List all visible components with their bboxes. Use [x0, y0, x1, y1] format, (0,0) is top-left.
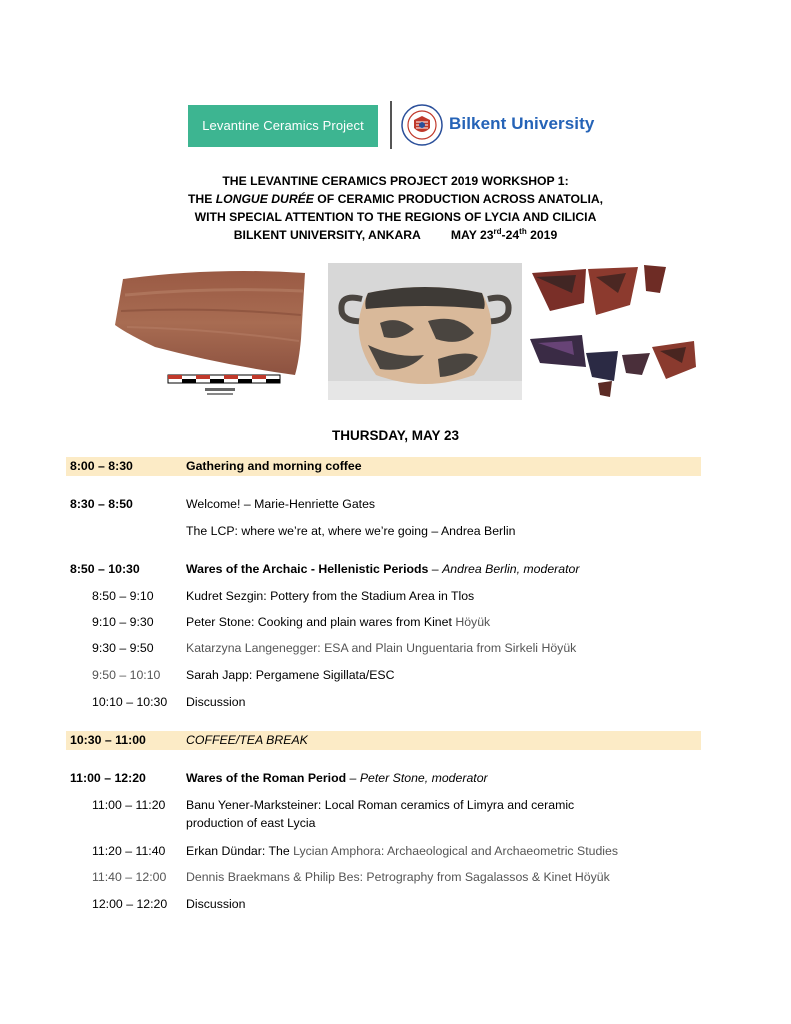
day-heading: THURSDAY, MAY 23 [331, 428, 460, 443]
event-text: Discussion [186, 897, 246, 911]
schedule-row-talk [66, 639, 701, 658]
time: 9:50 – 10:10 [92, 668, 161, 682]
event-text-line-1: Banu Yener-Marksteiner: Local Roman ceramics of Limyra and ceramic [186, 798, 575, 812]
time: 11:20 – 11:40 [92, 844, 166, 858]
title-date-sup-a: rd [493, 226, 502, 236]
event-text: Welcome! – Marie-Henriette Gates [186, 497, 376, 511]
event-text: Katarzyna Langenegger: ESA and Plain Unguentaria from Sirkeli Höyük [186, 641, 577, 655]
moderator: Peter Stone, moderator [359, 771, 488, 785]
time: 8:00 – 8:30 [70, 459, 133, 473]
time: 8:50 – 9:10 [92, 589, 154, 603]
event-text [186, 613, 490, 632]
event-text: Gathering and morning coffee [186, 459, 362, 473]
schedule-row-session-1 [66, 560, 701, 579]
time: 11:00 – 12:20 [70, 771, 146, 785]
event-text: Discussion [186, 695, 246, 709]
logo-divider [390, 101, 392, 149]
schedule-row-talk [66, 613, 701, 632]
title-line-2-italic: LONGUE DURÉE [215, 192, 314, 206]
time: 11:00 – 11:20 [92, 798, 166, 812]
event-text: The LCP: where we’re at, where we’re going – Andrea Berlin [186, 524, 516, 538]
time: 12:00 – 12:20 [92, 897, 168, 911]
time: 10:30 – 11:00 [70, 733, 146, 747]
schedule-row-gathering [66, 457, 701, 476]
session-title-text: Wares of the Archaic - Hellenistic Periods [186, 562, 429, 576]
title-line-4 [0, 226, 791, 244]
schedule-row-discussion [66, 693, 701, 712]
time: 8:50 – 10:30 [70, 562, 140, 576]
schedule-row-lcp-talk [66, 522, 701, 541]
schedule-row-talk [66, 666, 701, 685]
schedule-row-talk [66, 868, 701, 887]
title-date-c: 2019 [526, 228, 558, 242]
title-date-sup-b: th [519, 226, 527, 236]
schedule-row-welcome [66, 495, 701, 514]
separator: – [428, 562, 443, 576]
schedule-row-discussion [66, 895, 701, 914]
scale-bar-icon [168, 375, 280, 383]
event-text-grey: Höyük [455, 615, 491, 629]
moderator: Andrea Berlin, moderator [442, 562, 580, 576]
schedule-row-talk [66, 842, 701, 861]
title-date-a: MAY 23 [450, 228, 494, 242]
session-title [186, 769, 488, 788]
time: 10:10 – 10:30 [92, 695, 168, 709]
event-text-main: Peter Stone: Cooking and plain wares from Kinet [186, 615, 456, 629]
time: 9:30 – 9:50 [92, 641, 154, 655]
event-text-main: Erkan Dündar: The [186, 844, 294, 858]
time: 11:40 – 12:00 [92, 870, 167, 884]
event-text: COFFEE/TEA BREAK [186, 733, 308, 747]
title-line-2-pre: THE [187, 192, 216, 206]
event-text: Kudret Sezgin: Pottery from the Stadium Area in Tlos [186, 589, 475, 603]
title-line-2 [0, 190, 791, 208]
event-text: Sarah Japp: Pergamene Sigillata/ESC [186, 668, 395, 682]
separator: – [346, 771, 360, 785]
event-text-grey: Lycian Amphora: Archaeological and Archaeometric Studies [293, 844, 619, 858]
event-text-line-2: production of east Lycia [186, 816, 316, 830]
title-line-3: WITH SPECIAL ATTENTION TO THE REGIONS OF LYCIA AND CILICIA [194, 210, 597, 224]
event-text [186, 842, 618, 861]
session-title [186, 560, 579, 579]
event-text [186, 796, 686, 832]
time: 8:30 – 8:50 [70, 497, 133, 511]
schedule-row-talk [66, 587, 701, 606]
workshop-title [0, 172, 791, 244]
title-line-2-post: OF CERAMIC PRODUCTION ACROSS ANATOLIA, [313, 192, 604, 206]
title-line-1: THE LEVANTINE CERAMICS PROJECT 2019 WORKSHOP 1: [222, 174, 569, 188]
bilkent-seal-icon [401, 104, 443, 146]
title-place: BILKENT UNIVERSITY, ANKARA [233, 228, 421, 242]
session-title-text: Wares of the Roman Period [186, 771, 347, 785]
title-date-b: -24 [501, 228, 520, 242]
pottery-sherd-photo [113, 265, 313, 405]
schedule-row-session-2 [66, 769, 701, 788]
schedule-row-break [66, 731, 701, 750]
event-text: Dennis Braekmans & Philip Bes: Petrography from Sagalassos & Kinet Höyük [186, 870, 610, 884]
painted-fragments-photo [526, 263, 701, 403]
schedule-row-talk [66, 796, 701, 834]
bilkent-university-logo: Bilkent University [449, 114, 595, 133]
time: 9:10 – 9:30 [92, 615, 154, 629]
two-handled-pot-photo [328, 263, 522, 400]
levantine-ceramics-project-logo: Levantine Ceramics Project [188, 105, 378, 147]
